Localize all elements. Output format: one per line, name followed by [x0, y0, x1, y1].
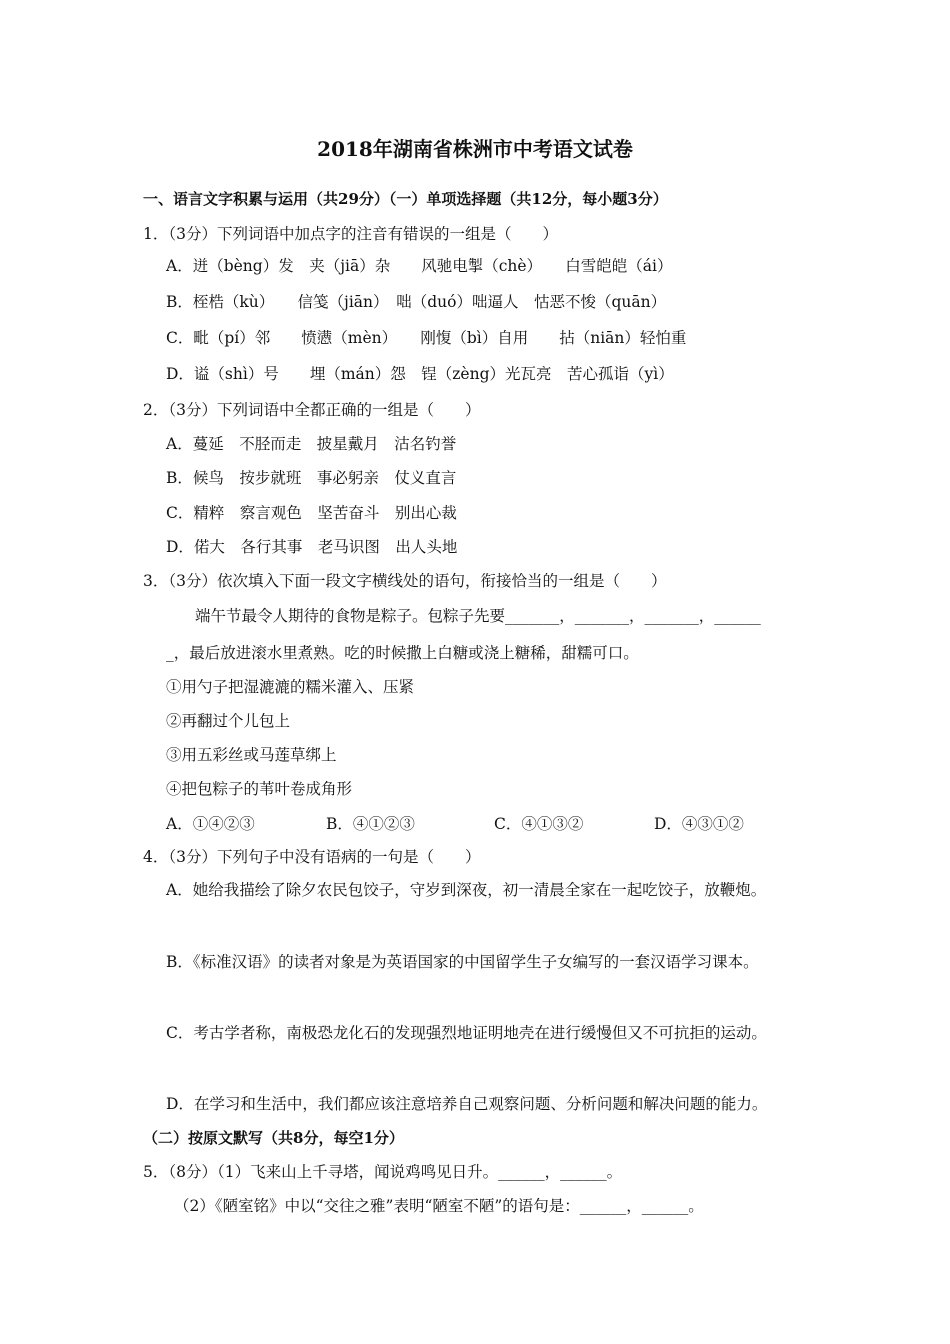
- question-1-option-a: A．迸（bèng）发 夹（jiā）杂 风驰电掣（chè） 白雪皑皑（ái）: [166, 257, 673, 275]
- question-2-stem: 2．（3分）下列词语中全都正确的一组是（ ）: [143, 401, 481, 419]
- question-3-item-2: ②再翻过个儿包上: [166, 712, 291, 730]
- question-3-option-a: A．①④②③: [166, 815, 255, 833]
- question-4-option-a: A．她给我描绘了除夕农民包饺子，守岁到深夜，初一清晨全家在一起吃饺子，放鞭炮。: [166, 881, 767, 899]
- section-heading-1: 一、语言文字积累与运用（共29分）（一）单项选择题（共12分，每小题3分）: [143, 190, 668, 208]
- question-3-stem: 3．（3分）依次填入下面一段文字横线处的语句，衔接恰当的一组是（ ）: [143, 572, 667, 590]
- question-3-option-d: D．④③①②: [654, 815, 744, 833]
- question-3-item-4: ④把包粽子的苇叶卷成角形: [166, 780, 353, 798]
- question-3-item-1: ①用勺子把湿漉漉的糯米灌入、压紧: [166, 678, 415, 696]
- question-1-option-c: C．毗（pí）邻 愤懑（mèn） 刚愎（bì）自用 拈（niān）轻怕重: [166, 329, 687, 347]
- question-1-stem: 1．（3分）下列词语中加点字的注音有错误的一组是（ ）: [143, 225, 558, 243]
- question-3-option-b: B．④①②③: [326, 815, 415, 833]
- question-2-option-d: D．偌大 各行其事 老马识图 出人头地: [166, 538, 458, 556]
- question-5-part-2: （2）《陋室铭》中以“交往之雅”表明“陋室不陋”的语句是：______，______。: [174, 1197, 704, 1215]
- question-3-option-c: C．④①③②: [494, 815, 584, 833]
- question-4-stem: 4．（3分）下列句子中没有语病的一句是（ ）: [143, 848, 481, 866]
- question-3-passage-line-1: 端午节最令人期待的食物是粽子。包粽子先要_______，_______，_______，______: [195, 607, 761, 625]
- question-2-option-c: C．精粹 察言观色 坚苦奋斗 别出心裁: [166, 504, 457, 522]
- question-4-option-b: B．《标准汉语》的读者对象是为英语国家的中国留学生子女编写的一套汉语学习课本。: [166, 953, 759, 971]
- question-1-option-b: B．桎梏（kù） 信笺（jiān） 咄（duó）咄逼人 怙恶不悛（quān）: [166, 293, 667, 311]
- question-5-part-1: 5．（8分）（1）飞来山上千寻塔，闻说鸡鸣见日升。______，______。: [143, 1163, 623, 1181]
- question-2-option-b: B．候鸟 按步就班 事必躬亲 仗义直言: [166, 469, 457, 487]
- question-3-item-3: ③用五彩丝或马莲草绑上: [166, 746, 337, 764]
- page-title: 2018年湖南省株洲市中考语文试卷: [317, 137, 633, 161]
- question-3-passage-line-2: _，最后放进滚水里煮熟。吃的时候撒上白糖或浇上糖稀，甜糯可口。: [166, 644, 639, 662]
- section-heading-2: （二）按原文默写（共8分，每空1分）: [143, 1129, 404, 1147]
- question-4-option-d: D．在学习和生活中，我们都应该注意培养自己观察问题、分析问题和解决问题的能力。: [166, 1095, 768, 1113]
- question-1-option-d: D．谥（shì）号 埋（mán）怨 锃（zèng）光瓦亮 苦心孤诣（yì）: [166, 365, 674, 383]
- question-2-option-a: A．蔓延 不胫而走 披星戴月 沽名钓誉: [166, 435, 457, 453]
- question-4-option-c: C．考古学者称，南极恐龙化石的发现强烈地证明地壳在进行缓慢但又不可抗拒的运动。: [166, 1024, 767, 1042]
